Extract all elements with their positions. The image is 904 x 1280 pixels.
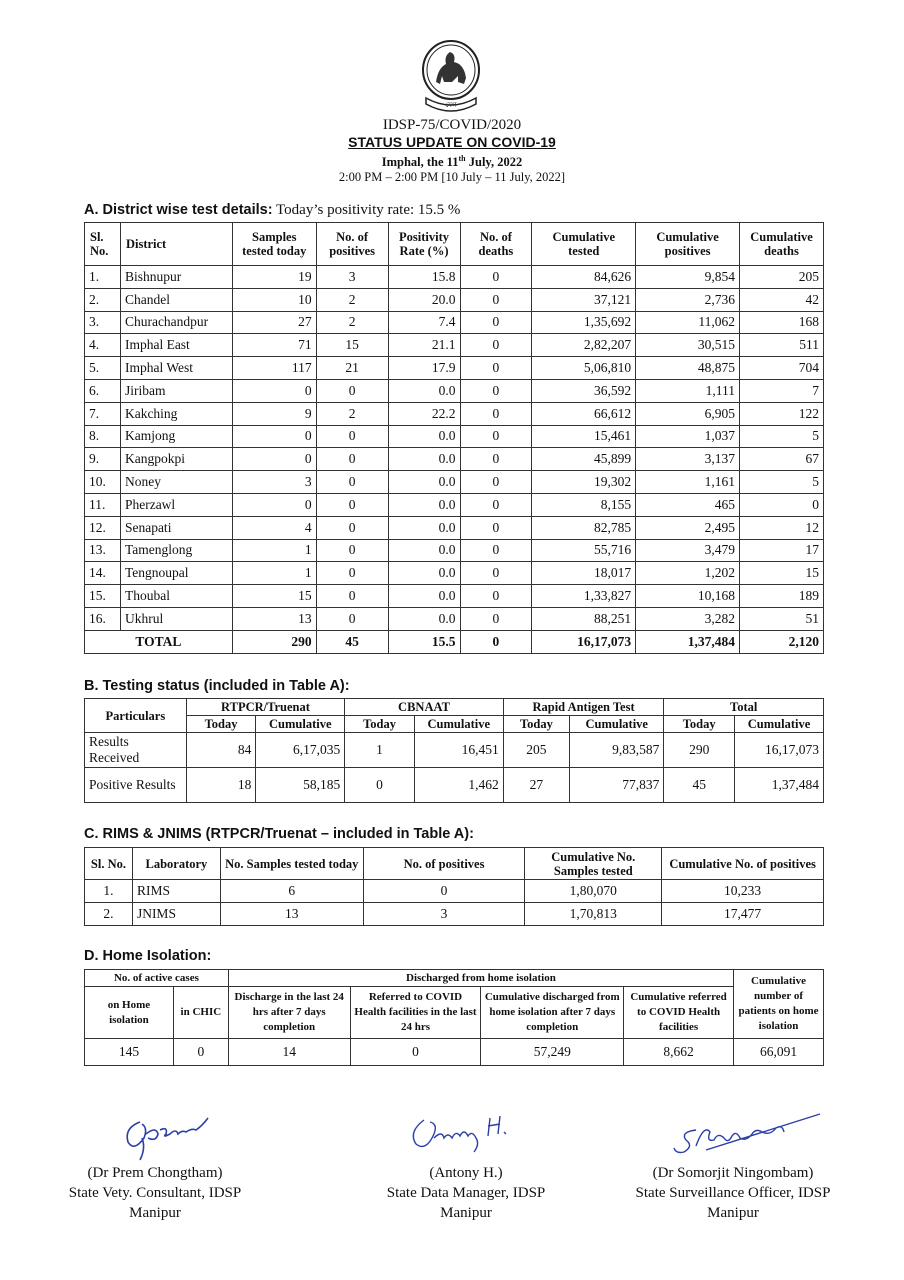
cell: Noney [120,471,232,494]
cell: 0 [232,448,316,471]
cell: 2 [316,288,388,311]
cell: 9. [85,448,121,471]
active-cases-header: No. of active cases [85,970,229,987]
cell: 0 [740,493,824,516]
col-header: Cumulative deaths [740,223,824,266]
signatory-designation: State Data Manager, IDSP [386,1185,546,1201]
cell: 1,037 [636,425,740,448]
cell: 13. [85,539,121,562]
cell: 0.0 [388,493,460,516]
cell: 66,091 [734,1039,824,1066]
cell: 58,185 [256,768,345,803]
testing-status-table [84,698,824,803]
signatory-3 [608,1163,858,1223]
cell: 13 [220,903,363,926]
cell: 0 [345,768,415,803]
cell: 0.0 [388,562,460,585]
cell: 0 [173,1039,228,1066]
table-row [85,471,824,494]
cell: 2,736 [636,288,740,311]
table-row [85,334,824,357]
col-header: District [120,223,232,266]
cell: JNIMS [132,903,220,926]
rims-jnims-table [84,847,824,926]
cell: 8. [85,425,121,448]
signatory-1 [40,1163,270,1223]
col-header: in CHIC [173,987,228,1039]
cell: 1. [85,880,133,903]
cell: 16. [85,607,121,630]
cell: 15. [85,585,121,608]
col-header: No. of positives [363,848,525,880]
state-emblem-icon [418,38,484,116]
cell: 117 [232,357,316,380]
cell: 704 [740,357,824,380]
cell: 12. [85,516,121,539]
cell: 2,120 [740,630,824,653]
cell: 15.5 [388,630,460,653]
col-header: Discharge in the last 24 hrs after 7 days completion [228,987,350,1039]
cell: 6 [220,880,363,903]
cell: 0 [460,607,532,630]
table-row [85,562,824,585]
cell: 1 [232,539,316,562]
cell: 0 [460,357,532,380]
cell: 42 [740,288,824,311]
cell: 0.0 [388,448,460,471]
cell: 6. [85,379,121,402]
cell: Kakching [120,402,232,425]
col-header: on Home isolation [85,987,174,1039]
cell: 84 [186,733,256,768]
sub-header: Cumulative [735,716,824,733]
cell: 0 [460,585,532,608]
cell: 16,17,073 [735,733,824,768]
table-row [85,585,824,608]
cell: Tengnoupal [120,562,232,585]
cell: 71 [232,334,316,357]
signatory-place: Manipur [707,1205,759,1221]
cell: 48,875 [636,357,740,380]
col-header: Cumulative discharged from home isolation after 7 days completion [481,987,624,1039]
cell: 0 [316,379,388,402]
col-header: No. of deaths [460,223,532,266]
place-date: Imphal, the 11th July, 2022 [381,154,523,170]
cell: 9 [232,402,316,425]
cell: 1,37,484 [636,630,740,653]
cell: 0 [316,607,388,630]
cell: 16,17,073 [532,630,636,653]
cell: 17.9 [388,357,460,380]
cell: 0 [460,288,532,311]
particulars-header: Particulars [85,699,187,733]
table-row [85,493,824,516]
emblem-text: মেগ [445,101,457,109]
col-header: Cumulative referred to COVID Health facilities [624,987,734,1039]
cell: 15,461 [532,425,636,448]
cell: 145 [85,1039,174,1066]
cell: 2. [85,903,133,926]
cell: 511 [740,334,824,357]
cell: Imphal East [120,334,232,357]
signatory-2 [346,1163,586,1223]
cell: 55,716 [532,539,636,562]
cell: 5,06,810 [532,357,636,380]
cell: 189 [740,585,824,608]
cell: 22.2 [388,402,460,425]
cell: 0 [350,1039,481,1066]
cell: 8,662 [624,1039,734,1066]
cell: 15 [740,562,824,585]
signatory-designation: State Surveillance Officer, IDSP [635,1185,831,1201]
sub-header: Today [186,716,256,733]
cell: 0 [316,471,388,494]
cell: 0 [460,562,532,585]
col-header: Cumulative positives [636,223,740,266]
document-header [0,117,904,185]
home-isolation-table [84,969,824,1066]
cell: 0.0 [388,379,460,402]
cell: 45 [664,768,735,803]
cell: 2,495 [636,516,740,539]
cell: 88,251 [532,607,636,630]
cell: Pherzawl [120,493,232,516]
cell: 0 [232,379,316,402]
cell: Ukhrul [120,607,232,630]
cell: 0 [460,402,532,425]
cell: 1,70,813 [525,903,662,926]
col-header: No. Samples tested today [220,848,363,880]
reporting-period: 2:00 PM – 2:00 PM [10 July – 11 July, 2022] [338,170,566,185]
cell: Bishnupur [120,266,232,289]
cell: 0 [460,425,532,448]
cell: 3 [316,266,388,289]
cell: Jiribam [120,379,232,402]
cell: 21.1 [388,334,460,357]
cell: 27 [232,311,316,334]
cell: 16,451 [414,733,503,768]
cell: 0.0 [388,516,460,539]
cell: Thoubal [120,585,232,608]
table-row [85,448,824,471]
cell: Tamenglong [120,539,232,562]
cell: 1,202 [636,562,740,585]
cell: 30,515 [636,334,740,357]
cell: 3 [363,903,525,926]
cell: 17,477 [662,903,824,926]
cell: 205 [740,266,824,289]
cell: 0 [232,425,316,448]
cell: 7. [85,402,121,425]
cell: 0 [460,448,532,471]
positivity-note: Today’s positivity rate: 15.5 % [272,202,461,218]
cell: 3,479 [636,539,740,562]
cell: 1. [85,266,121,289]
cell: 0 [316,493,388,516]
signatory-place: Manipur [440,1205,492,1221]
section-c-title: C. RIMS & JNIMS (RTPCR/Truenat – included in Table A): [84,826,474,842]
cell: 0 [460,334,532,357]
cell: 0 [460,311,532,334]
col-header: Positivity Rate (%) [388,223,460,266]
cell: 15.8 [388,266,460,289]
cell: 290 [232,630,316,653]
cell: 0 [316,585,388,608]
discharged-header: Discharged from home isolation [228,970,733,987]
cell: Chandel [120,288,232,311]
table-row [85,539,824,562]
cell: 10,168 [636,585,740,608]
cell: 9,854 [636,266,740,289]
cell: 0.0 [388,425,460,448]
cell: 465 [636,493,740,516]
cell: 0 [460,266,532,289]
table-row [85,288,824,311]
sub-header: Today [345,716,415,733]
cell: 17 [740,539,824,562]
cell: 0.0 [388,585,460,608]
cell: 14 [228,1039,350,1066]
section-a-title: A. District wise test details: Today’s positivity rate: 15.5 % [84,202,461,218]
table-row [85,379,824,402]
cell: 5. [85,357,121,380]
cell: 3,137 [636,448,740,471]
signature-somorjit-ningombam [666,1110,826,1160]
cell: 5 [740,425,824,448]
cell: 0.0 [388,607,460,630]
cell: 82,785 [532,516,636,539]
cell: 21 [316,357,388,380]
cell: 2. [85,288,121,311]
signatory-name: (Antony H.) [429,1165,503,1181]
table-row [85,311,824,334]
document-title: STATUS UPDATE ON COVID-19 [348,134,556,150]
cell: 0 [460,539,532,562]
sub-header: Today [664,716,735,733]
cell: 0 [363,880,525,903]
cell: 66,612 [532,402,636,425]
cell: RIMS [132,880,220,903]
cell: 10,233 [662,880,824,903]
cell: 27 [503,768,569,803]
cell: 0 [316,425,388,448]
cell: 18 [186,768,256,803]
group-header: Rapid Antigen Test [503,699,664,716]
cell: 168 [740,311,824,334]
cell: 0 [316,539,388,562]
cell: 67 [740,448,824,471]
cell: Kangpokpi [120,448,232,471]
cell: Kamjong [120,425,232,448]
cell: 84,626 [532,266,636,289]
cell: 1,80,070 [525,880,662,903]
cell: 0 [460,471,532,494]
cell: 51 [740,607,824,630]
cell: 19,302 [532,471,636,494]
col-header: Samples tested today [232,223,316,266]
cell: 3. [85,311,121,334]
cell: 205 [503,733,569,768]
cell: 0 [460,379,532,402]
cell: 6,17,035 [256,733,345,768]
cell: 1 [345,733,415,768]
cell: 0.0 [388,471,460,494]
cell: 19 [232,266,316,289]
cell: 0 [316,448,388,471]
sub-header: Today [503,716,569,733]
cell: 10 [232,288,316,311]
district-test-table [84,222,824,654]
signatory-name: (Dr Prem Chongtham) [87,1165,223,1181]
section-b-title: B. Testing status (included in Table A): [84,678,350,694]
table-row [85,516,824,539]
cell: TOTAL [85,630,233,653]
cell: 11,062 [636,311,740,334]
col-header: Sl. No. [85,848,133,880]
cell: Churachandpur [120,311,232,334]
table-row [85,768,824,803]
cell: 3,282 [636,607,740,630]
col-header: Referred to COVID Health facilities in the last 24 hrs [350,987,481,1039]
cell: 1,161 [636,471,740,494]
cell: 8,155 [532,493,636,516]
cell: Positive Results [85,768,187,803]
cell: Imphal West [120,357,232,380]
cell: 0 [316,516,388,539]
cell: 7 [740,379,824,402]
sub-header: Cumulative [256,716,345,733]
signature-antony-h [404,1108,524,1158]
sub-header: Cumulative [570,716,664,733]
cell: 14. [85,562,121,585]
table-row [85,903,824,926]
cell: 1,35,692 [532,311,636,334]
cell: 13 [232,607,316,630]
table-row [85,357,824,380]
signature-prem-chongtham [112,1108,212,1164]
cell: 45 [316,630,388,653]
cell: 1 [232,562,316,585]
cell: 3 [232,471,316,494]
col-header: Laboratory [132,848,220,880]
cell: 57,249 [481,1039,624,1066]
col-header: Cumulative tested [532,223,636,266]
cell: 0.0 [388,539,460,562]
cumulative-header: Cumulative number of patients on home isolation [734,970,824,1039]
cell: 1,111 [636,379,740,402]
col-header: No. of positives [316,223,388,266]
table-header-row [85,223,824,266]
cell: 6,905 [636,402,740,425]
cell: 15 [232,585,316,608]
signatory-name: (Dr Somorjit Ningombam) [652,1165,814,1181]
cell: 0 [232,493,316,516]
cell: 12 [740,516,824,539]
cell: 4 [232,516,316,539]
table-row [85,1039,824,1066]
cell: 77,837 [570,768,664,803]
cell: 45,899 [532,448,636,471]
cell: 7.4 [388,311,460,334]
table-row [85,402,824,425]
cell: 15 [316,334,388,357]
cell: Results Received [85,733,187,768]
cell: 0 [460,516,532,539]
cell: 5 [740,471,824,494]
signatory-place: Manipur [129,1205,181,1221]
table-row [85,607,824,630]
group-header: RTPCR/Truenat [186,699,345,716]
sub-header: Cumulative [414,716,503,733]
cell: 1,37,484 [735,768,824,803]
group-header: Total [664,699,824,716]
section-d-title: D. Home Isolation: [84,948,212,964]
group-header: CBNAAT [345,699,504,716]
cell: 2 [316,402,388,425]
cell: 37,121 [532,288,636,311]
col-header: Cumulative No. Samples tested [525,848,662,880]
cell: 9,83,587 [570,733,664,768]
table-row [85,733,824,768]
cell: 2,82,207 [532,334,636,357]
table-row [85,425,824,448]
cell: 1,462 [414,768,503,803]
cell: 0 [460,630,532,653]
cell: 122 [740,402,824,425]
col-header: Cumulative No. of positives [662,848,824,880]
cell: 290 [664,733,735,768]
cell: Senapati [120,516,232,539]
cell: 0 [460,493,532,516]
cell: 20.0 [388,288,460,311]
cell: 18,017 [532,562,636,585]
table-row [85,266,824,289]
cell: 1,33,827 [532,585,636,608]
signatory-designation: State Vety. Consultant, IDSP [68,1185,242,1201]
total-row [85,630,824,653]
reference-number: IDSP-75/COVID/2020 [382,117,522,133]
cell: 36,592 [532,379,636,402]
cell: 0 [316,562,388,585]
cell: 4. [85,334,121,357]
table-row [85,880,824,903]
cell: 10. [85,471,121,494]
cell: 2 [316,311,388,334]
col-header: Sl. No. [85,223,121,266]
cell: 11. [85,493,121,516]
